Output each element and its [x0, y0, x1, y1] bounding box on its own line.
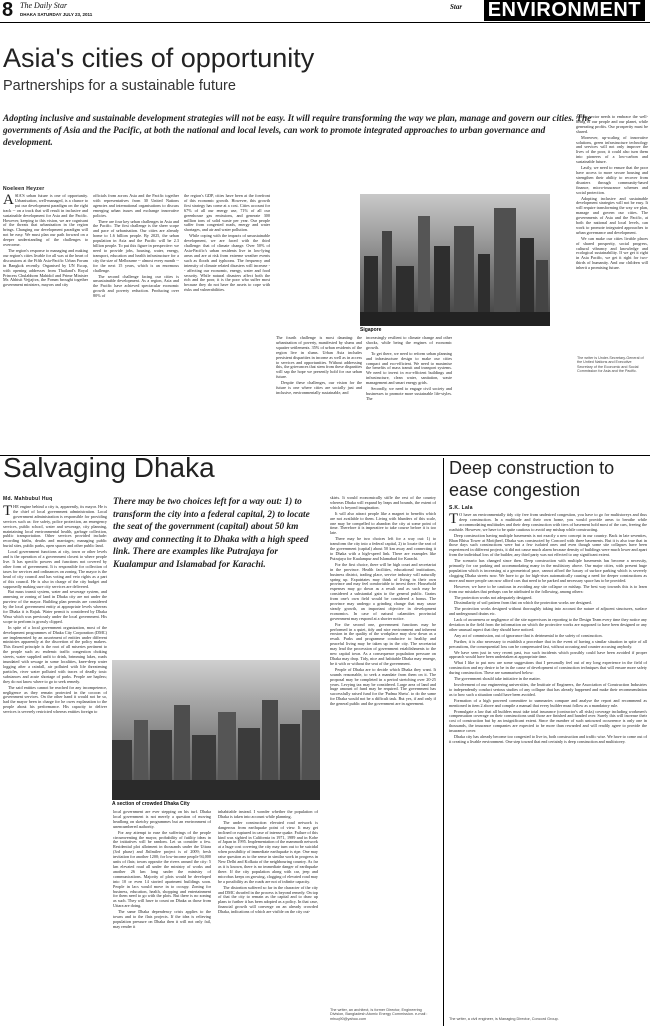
- newspaper-masthead: The Daily Star: [20, 1, 68, 10]
- column-divider: [443, 458, 444, 1026]
- paragraph: inhabitable instead. I wonder whether the population of Dhaka is taken into account while planning.: [218, 810, 318, 819]
- paragraph: The second challenge facing our cities is unsustainable development. As a region, Asia and the Pacific have achieved spectacular economic growth and poverty reduction. Producing over 80% of: [93, 273, 179, 299]
- paragraph: It will also attract people like a magnet to benefits which are not available to them. Living with blunders of this scale, one may be compelled to abandon the city at some point of time. Therefore it is imperative to take course before it is too late.: [330, 510, 436, 536]
- dhaka-city-photo: [112, 660, 320, 800]
- paragraph: THE engine behind a city is, apparently, its mayor. He is the chief of local government administration. Local government administration is responsible for providing services such as: fire safety, police protection, an emergency services, public school, water and sewerage, city planning, maintaining local environmental health, garbage collection, public transportation. Other services provided include: recording births, deaths and marriages; managing public burial sites, public parks, open spaces and other public land.: [3, 505, 107, 549]
- article3-body: [449, 513, 647, 1013]
- bullet-item: Dhaka city has already become too congested to live in, both construction and traffic wise. We have to come out of it creating a livable environment. One step toward that end certainly is deep construction and multistorey.: [449, 734, 647, 744]
- paragraph: Local government functions at city, town or other levels and is the operation of a government closest to where people live. It has specific powers and functions not covered by other form of government. It is responsible for collection of taxes for services and ordinances on zoning. The mayor is the head of city council and has voting and veto rights as a part of this council. He is also in charge of the city budget and supposedly making sure city services are delivered.: [3, 549, 107, 589]
- article1-byline: Noeleen Heyzer: [3, 186, 45, 192]
- paragraph: skirts. It would economically stifle the rest of the country whereas Dhaka will expand by leaps and bounds, the extent of which is beyond imagination.: [330, 496, 436, 510]
- paragraph: ASIA'S urban future is one of opportunity. Urbanisation, well-managed, is a chance to put our development paradigm on the right track -- on a track that will result in inclusive and sustainable development for Asia and the Pacific. However, keeping to this vision, we are cognisant of the threats that urbanisation in the region brings. Changing our development paradigm will not be easy. We must plan our path forward on a deeper understanding of the challenges to overcome.: [3, 194, 88, 248]
- paragraph: For the first choice, there will be high court and secretariat in the province. Health facilities, educational institutions, business district, trading place, service industry will naturally spring up. Expatriates may think of living in their own province and may feel comfortable to invest there. Household expenses may go down as a result and as such may be considered a substantial gain to the general public. Grains from one's own field would be considered a bonus. The province may undergo a grinding change that may cause steady growth, an important objective in development economics. In case of natural calamities provincial government may respond at a shorter notice.: [330, 561, 436, 621]
- article1-author-note: The writer is Under-Secretary-General of the United Nations and Executive Secretary of the Economic and Social Commission for Asia and the Pacific.: [577, 356, 644, 373]
- section-brand-logo: Star: [450, 3, 463, 11]
- bullet-item: Formation of a high powered committee to summaries compare and analyse the report and recommend as mentioned in item 2 above and compile a manual that every builder must follow as a mandatory rule.: [449, 697, 647, 708]
- article2-column-4: [330, 496, 436, 1006]
- paragraph: We can make our cities livable places of shared prosperity, social progress, cultural vibrancy and knowledge and ecological sustainability. If we get it right in Asia Pacific, we get it right for two-thirds of humanity. And our children will inherit a promising future.: [576, 235, 648, 271]
- page-number: 8: [2, 0, 14, 21]
- section-title: ENVIRONMENT: [484, 0, 645, 21]
- bullet-item: Promulgate a law that all builders must take total insurance (contractor's all risks) coverage including workmen's compensation coverage on their constructions until those are finished and handed over. Surely this will increase their cost of construction but by an insignificant extent. Since the number of such untoward occurrence is only one in thousands, the insurance companies are expected to be more than rewarded and will readily agree to provide the insurance cover.: [449, 708, 647, 734]
- article1-column-4: [276, 336, 362, 452]
- paragraph: The government should take initiative in the matter.: [454, 676, 541, 682]
- article1-column-2: [93, 194, 179, 452]
- paragraph: We have seen just in very recent past, two such incidents which possibly could have been avoided if proper approach would have been undertaken at appropriate time.: [449, 649, 647, 660]
- paragraph: There may be two choices left for a way out: 1) to transform the city into a federal capital, 2) to locate the seat of the government (capital) about 50 km away and connecting it to Dhaka with a high-speed link. There are examples like Putrajaya for Kualampur and Islamabad for Karachi.: [330, 536, 436, 561]
- paragraph: The same Dhaka dependency crisis applies to the towns and to the flats projects. If the idea is relieving population pressure on Dhaka then it will not only fail, may render it: [113, 909, 211, 929]
- paragraph: Moreover, up-scaling of innovative solutions, green infrastructure technology and services will not only improve the lives of the poor, it could also turn them into pioneers of a low-carbon and sustainable future.: [576, 134, 648, 165]
- paragraph: The protection works not adequately designed.: [454, 594, 533, 600]
- paragraph: What I like to put now are some suggestions that I personally feel out of my long experience in the field of construction and my desire to be in the cause of development of construction techniques that will ensure more safety during construction. These are summarised below:: [449, 660, 647, 676]
- paragraph: To get there, we need to reform urban planning and infrastructure design to make our cities compact and eco-efficient. We need to maximise the benefits of mass transit and transport systems. We need to invest in eco-efficient buildings and infrastructure, clean water, sanitation, waste management and smart energy grids.: [366, 350, 452, 386]
- article2-column-2: [113, 810, 211, 1025]
- paragraph: Secondly, we need to engage civil society and businesses to promote more sustainable life-styles. The: [366, 386, 452, 401]
- paragraph: However, we have to be cautious in avoiding any site collapse or mishap. The best way towards this is to learn from our mistakes that perhaps can be attributed to the following, among others:: [449, 583, 647, 594]
- paragraph: The region's response to managing and making our region's cities livable for all was at the heart of discussions at the Fifth Asia-Pacific Urban Forum in Bangkok recently. Organised by UN Escap, with opening addresses from Thailand's Royal Princess Chulabhorn Mahidol and Prime Minister Mr. Abhisit Vejjajiva, the Forum brought together government ministers, mayors and city: [3, 247, 88, 288]
- paragraph: officials from across Asia and the Pacific together with representatives from 30 United Nations agencies and international organisations to discuss emerging urban issues and exchange innovative policies.: [93, 194, 179, 218]
- article2-author-note: The writer, an architect, is former Director, Engineering Division, Bangladesh Atomic Energy Commission. e-mail : mhuq90@yahoo.com: [330, 1008, 428, 1021]
- bullet-item: Involvement of our engineering universities, the Institute of Engineers, the Association of Construction Industries to independently conduct serious studies of any collapse that has already happened and make their recommendation as to how such a situation could have been avoided.: [449, 682, 647, 697]
- paragraph: There are four key urban challenges in Asia and the Pacific. The first challenge is the sheer scope and pace of urbanisation. Our cities are already home to 1.6 billion people. By 2025, the urban population in Asia and the Pacific will be 2.3 billion people. To put this figure in perspective: we need to provide jobs, housing, water, energy, transport, education and health infrastructure for a city the size of Melbourne -- almost every month -- for the next 15 years, which is an enormous challenge.: [93, 218, 179, 273]
- paragraph: In spite of a local government organization, most of the development programmes of Dhaka City Corporation (DMC) are implemented by an assortment of entities under different ministries apparently at the discretion of the policy makers. This flawed principle is the root of all miseries pertinent to the people such as: endemic traffic congestion choking streets, water supplied unfit to drink, brimming lakes, roads inundated with sewage in some localities, knee-deep water logging after a rainfall, air polluted with life threatening particles, river water polluted with traces of deadly toxic substances and acute shortage of parks. People are hapless; they do not know where to go to seek remedy.: [3, 624, 107, 684]
- paragraph: The said entities cannot be reached for any incompetence, negligence as they remain protected in the cocoon of government services. On the other hand it would not be so, had the mayor been in charge for he owes explanation to the people about his performance. His capacity to deliver services is severely restricted whereas entities foreign to: [3, 684, 107, 715]
- paragraph: the region's GDP, cities have been at the forefront of this economic growth. However, this growth first strategy has come at a cost. Cities account for 67% of all our energy use, 71% of all our greenhouse gas emissions, and generate 300 million tons of solid waste per year. Our people suffer from congested roads, energy and water shortages, and air and water pollution.: [184, 194, 270, 233]
- paragraph: The scenario has changed since then. Deep construction with multiple basements has become a necessity, primarily for car parking and accommodating many in the multistory above. Our major cities, with present huge population which is increasing at a geometrical pace, cannot afford the luxury of surface parking which is severely clogging Dhaka streets now. We have to go for high-rises automatically causing a need for deeper constructions as more and more people can now afford cars that need to be parked and necessary space has to be provided.: [449, 558, 647, 583]
- photo-caption: Sigapore: [360, 327, 382, 333]
- photo-caption: A section of crowded Dhaka City: [112, 801, 190, 807]
- article2-title: Salvaging Dhaka: [3, 452, 215, 483]
- paragraph: But mass transit system, water and sewerage system, and annexing or zoning of land in Dhaka city are not under the purview of the mayor. Building plan permits are considered by the local government entity at appropriate levels whereas for Dhaka it is Rajuk. Water permit is considered by Dhaka Wasa which was previously under the local government. His scope to perform is grossly clipped.: [3, 589, 107, 624]
- article2-pullquote: There may be two choices left for a way out: 1) to transform the city into a federal capital, 2) to locate the seat of the government (capital) about 50 km away and connecting it to Dhaka with a high speed link. There are examples like Putrajaya for Kualampur and Islamabad for Karachi.: [113, 497, 310, 570]
- article3-author-note: The writer, a civil engineer, is Managing Director, Concord Group.: [449, 1017, 559, 1021]
- article3-byline: S.K. Lala: [449, 505, 473, 511]
- paragraph: increasingly resilient to climate change and other shocks, while being the engines of economic growth.: [366, 336, 452, 350]
- header-rule: [0, 22, 650, 23]
- paragraph: Despite these challenges, our vision for the future is one where cities are socially just and inclusive, environmentally sustainable, and: [276, 380, 362, 395]
- paragraph: People of Dhaka are to decide which Dhaka they want. It sounds reasonable, to seek a mandate from them on it. The proposal may be completed in a period stretching over 20-25 years. Levying tax may be considered. Large area of land and huge amount of fund may be required. The government has successfully raised fund for the 'Padma Shetu'. to do the same for Dhaka would not be a difficult task. But yes, if and only if the general public and the government are in agreement.: [330, 666, 436, 707]
- article2-byline: Md. Mahbubul Huq: [3, 496, 53, 502]
- paragraph: While coping with the impacts of unsustainable development, we are faced with the third challenge: that of climate change. Over 50% of Asia-Pacific's urban residents live in low-lying areas and are at risk from extreme weather events such as floods and typhoons. The frequency and intensity of climate related disasters will increase -- affecting our economic, energy, water and food security. While natural disasters affect both the rich and the poor, it is the poor who suffer most because they do not have the assets to cope with risks and vulnerabilities.: [184, 233, 270, 293]
- article3-title: Deep construction to ease congestion: [449, 458, 615, 500]
- paragraph: Lastly, we need to ensure that the poor have access to more secure housing and strengthen their ability to recover from disasters through community-based finance, micro-insurance schemes and social protection.: [576, 165, 648, 195]
- article1-column-6: [576, 115, 648, 353]
- paragraph: Deep construction having multiple basements is not exactly a new concept in our country. Back in late seventies, Bhan Bhisu Tower at Motijheel, Dhaka was constructed by Concord with three basements. But it is also true that in those days such constructions were but a few isolated ones and even though some site collapses have been experienced in different projects, it did not cause much alarm because density of buildings were much lower and apart from the individual loss of the builder, any third party was not effected to any significant extent.: [449, 532, 647, 558]
- article1-title: Asia's cities of opportunity: [3, 43, 315, 73]
- paragraph: For the second one, government functions may be performed in a quiet, tidy and nice environment and inherent erosion in the quality of the workplace may slow down as a result. Parks and programme conducive to healthy and peaceful living may be taken up in the city. The secretariat may lead the procession of government establishments to the new capital town. As a consequence population pressure on Dhaka may drop. Tidy, nice and habitable Dhaka may emerge, be it with or without the seat of the government.: [330, 621, 436, 666]
- article2-column-1: [3, 505, 107, 1025]
- bullet-item: Any act of commission, out of ignorance that is detrimental to the safety of construction.: [454, 632, 603, 638]
- paragraph: Adopting inclusive and sustainable development strategies will not be easy. It will require transforming the way we plan, manage and govern our cities. The governments of Asia and the Pacific, at both the national and local levels, can work to promote integrated approaches to urban governance and development.: [576, 195, 648, 235]
- singapore-skyline-photo: [360, 194, 550, 326]
- paragraph: The fourth challenge is most daunting: the urbanisation of poverty, manifested by slums and squatter settlements. 35% of urban residents of the region live in slums. Urban Asia includes persistent disparities in income as well as in access to services and opportunities. Without addressing this, the grievances that stem from these disparities will sap the hope we presently hold for our urban future.: [276, 336, 362, 380]
- article1-subtitle: Partnerships for a sustainable future: [3, 78, 236, 94]
- paragraph: private sector needs to embrace the well-being of our people and our planet, while generating profits. Our prosperity must be shared.: [576, 115, 648, 134]
- article1-column-3: [184, 194, 270, 452]
- article1-column-1: [3, 194, 88, 452]
- paragraph: local government are ever stepping on his turf. Dhaka local government is not merely a question of moving headlong on sketchy programmes but an environment of unencumbered authority.: [113, 810, 211, 829]
- article1-column-5: [366, 336, 452, 452]
- article2-column-3: [218, 810, 318, 1025]
- paragraph: The under construction elevated road network is dangerous from earthquake point of view. It may get inclined or ruptured in case of intense quake. Failure of this kind was sighted in California in 1971, 1989 and in Kobe of Japan in 1995. Implementation of the mammoth network at a huge cost covering the city may turn out to be suicidal when possibility of immediate earthquake is ripe. One may raise question as to the sense in similar work in progress in New Delhi and Kolkata of the neighbouring country. As far as it is known, there is no immediate danger of earthquake there. If the city population along with car, jeep and microbus keeps on growing, clogging of elevated road may be a possibility as the roads are not of infinite capacity.: [218, 819, 318, 884]
- bullet-item: Further, it is also necessary to establish a procedure that in the event of having a similar situation in spite of all precautions, the consequential loss can be compensated fast, without accusing and counter accusing anybody.: [449, 638, 647, 649]
- bullet-item: Dissimilarity of soil pattern from that on which the protection works are designed.: [454, 600, 592, 606]
- paragraph: The distortion suffered so far in the character of the city and DMC dwarfed in the process is beyond remedy. On top of that the city to remain as the capital and to draw up plans to further it has been adopted as a policy. In that case, financial growth will converge on an already crowded Dhaka, indications of which are visible on the city out-: [218, 884, 318, 915]
- issue-date: DHAKA SATURDAY JULY 23, 2011: [20, 12, 93, 17]
- paragraph: TO have an environmentally tidy city free from undesired congestion, you have to go for multistoreys and thus deep construction. In a multitude and their own home, you would provide areas to breathe while accommodating multitudes and their deep construction with tiers of basement hold most of the cars, freeing the roadside. However, we have to be quite cautious to avoid any mishap while constructing.: [449, 513, 647, 532]
- paragraph: For any attempt to ease the sufferings of the people circumventing the mayor, probability of futility ideas in the initiatives will be random. Let us consider a few. Residential plot allotment in thousands under the Uttara (3rd phase) and Jhilmilee project is of 2009; fresh invitation for another 1200; for low-income people 94,000 units of flats; towns opposite the rivers around the city: 5 km elevated road all under the ministry of works and another 26 km long under the ministry of communications. Majority of plots would be developed into 10 or even 14 storied apartment buildings soon. People in lacs would move in to occupy. Zoning for business, education, health, shopping and entertainment for them need to go with the plots. But there is no zoning as such. They will have to count on Dhaka as those from Uttara are doing.: [113, 829, 211, 909]
- article1-deck: Adopting inclusive and sustainable development strategies will not be easy. It will require transforming the way we plan, manage and govern our cities. The governments of Asia and the Pacific, at both the national and local levels, can work to promote integrated approaches to urban governance and development.: [3, 113, 592, 147]
- bullet-item: Lack of awareness or negligence of the site supervisors in reporting to the Design Team every time they notice any deviation in the field from the information on which the protective works are supposed to have been designed or any other unusual aspect that they should have noticed.: [449, 617, 647, 632]
- bullet-item: The protection works designed without thoroughly taking into account the nature of adjacent structures, surface and underground drains etc.: [449, 606, 647, 617]
